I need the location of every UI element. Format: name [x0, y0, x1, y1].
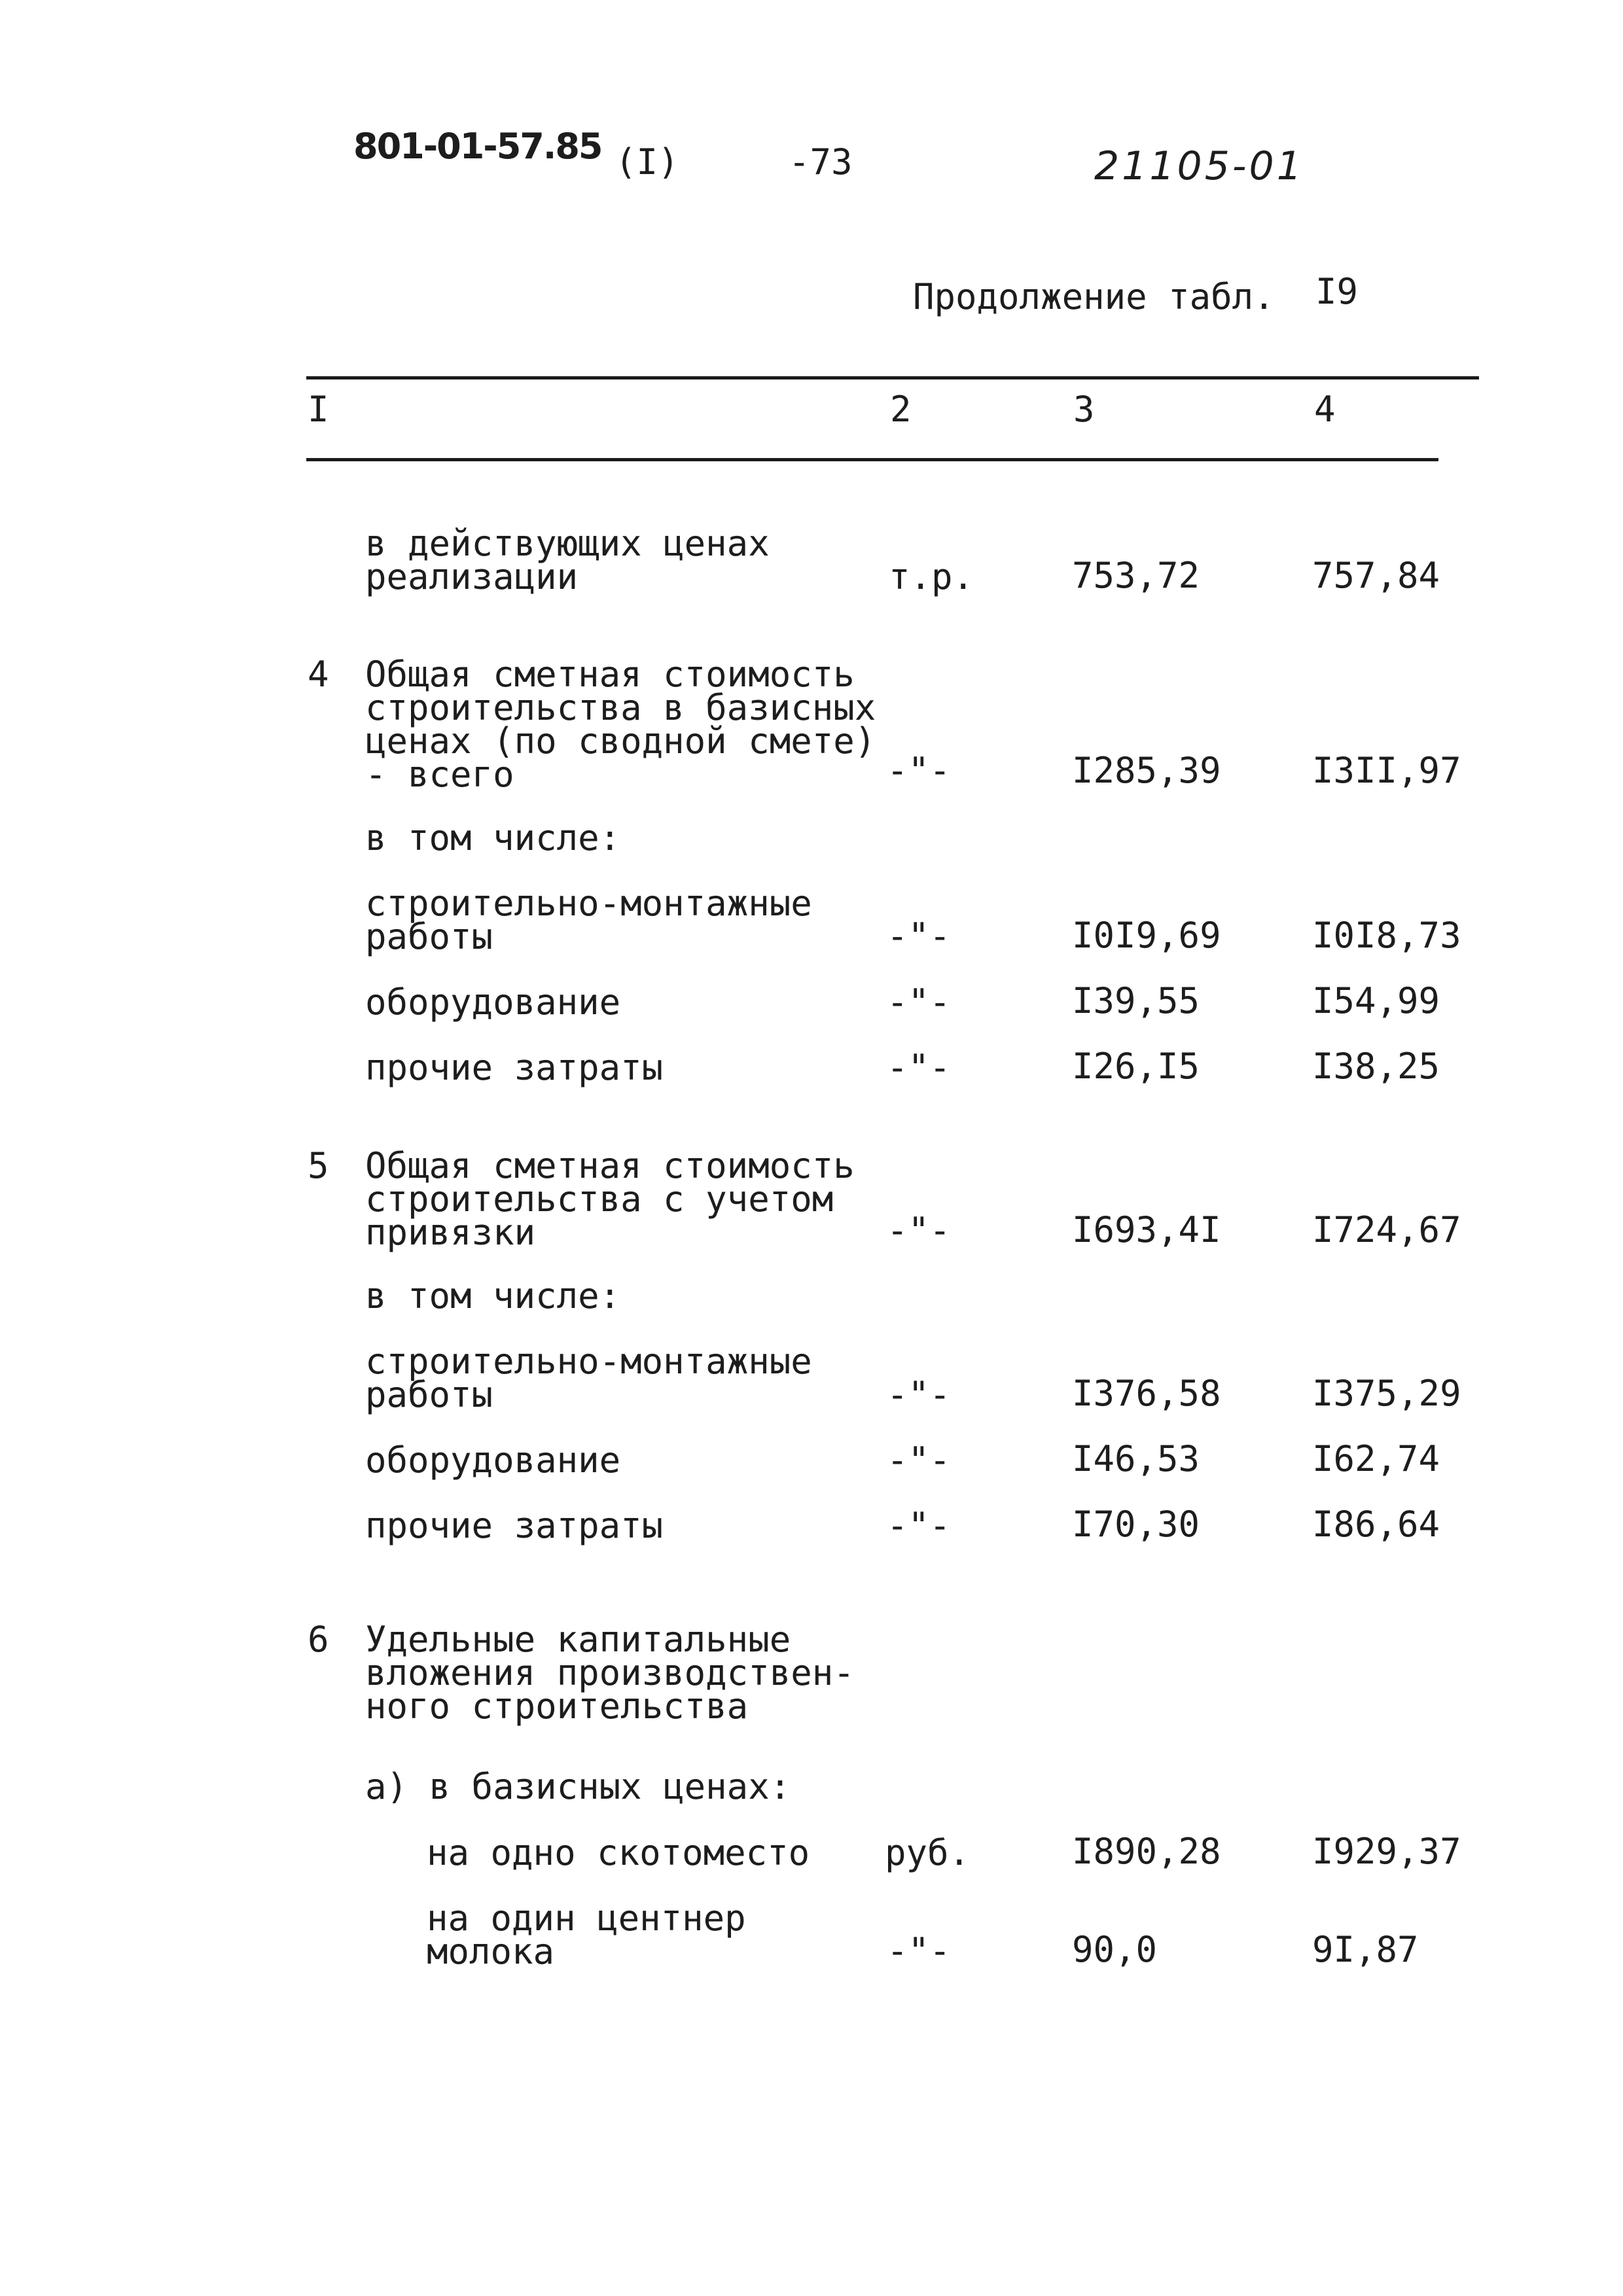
row-value-col3: I376,58: [1072, 1373, 1221, 1414]
row-value-col3: I70,30: [1072, 1504, 1200, 1545]
row-label: Общая сметная стоимость строительства с учетом привязки: [365, 1145, 855, 1253]
row-value-col4: I929,37: [1312, 1831, 1461, 1872]
part-number: (I): [615, 141, 679, 183]
row-value-col4: I38,25: [1312, 1046, 1440, 1087]
column-header-4: 4: [1314, 389, 1336, 430]
row-value-col4: I375,29: [1312, 1373, 1461, 1414]
row-label: прочие затраты: [365, 1505, 664, 1546]
row-unit: т.р.: [889, 556, 974, 597]
row-label: оборудование: [365, 981, 621, 1023]
document-code: 801-01-57.85: [353, 126, 602, 167]
row-unit: -"-: [887, 981, 951, 1023]
row-label: оборудование: [365, 1439, 621, 1481]
row-label: строительно-монтажные работы: [365, 883, 812, 957]
column-header-2: 2: [890, 389, 912, 430]
row-value-col3: I285,39: [1072, 750, 1221, 791]
row-value-col4: 9I,87: [1312, 1929, 1419, 1970]
table-header-rule: [306, 458, 1438, 461]
row-value-col3: 90,0: [1072, 1929, 1158, 1970]
table-number: I9: [1315, 271, 1359, 312]
row-number: 6: [308, 1619, 329, 1660]
row-label: Общая сметная стоимость строительства в базисных ценах (по сводной смете) - всего: [365, 654, 876, 795]
row-label: в том числе:: [365, 1275, 621, 1316]
row-value-col3: I0I9,69: [1072, 915, 1221, 956]
row-unit: -"-: [887, 1374, 951, 1415]
row-number: 5: [308, 1145, 329, 1186]
table-caption: Продолжение табл.: [913, 276, 1275, 317]
row-unit: руб.: [885, 1832, 971, 1873]
row-unit: -"-: [887, 1047, 951, 1088]
row-value-col4: I62,74: [1312, 1438, 1440, 1479]
row-label: на одно скотоместо: [427, 1832, 810, 1873]
row-label: на один центнер молока: [427, 1898, 746, 1972]
row-value-col4: I724,67: [1312, 1209, 1461, 1250]
row-value-col3: 753,72: [1072, 555, 1200, 596]
row-value-col4: I3II,97: [1312, 750, 1461, 791]
row-value-col4: I54,99: [1312, 980, 1440, 1021]
row-value-col3: I890,28: [1072, 1831, 1221, 1872]
row-value-col3: I693,4I: [1072, 1209, 1221, 1250]
row-label: в том числе:: [365, 817, 621, 858]
row-value-col3: I26,I5: [1072, 1046, 1200, 1087]
column-header-3: 3: [1073, 389, 1095, 430]
handwritten-stamp: 21105-01: [1094, 143, 1304, 189]
row-unit: -"-: [887, 1210, 951, 1251]
row-unit: -"-: [887, 1505, 951, 1546]
row-label: строительно-монтажные работы: [365, 1341, 812, 1415]
row-value-col4: I86,64: [1312, 1504, 1440, 1545]
row-unit: -"-: [887, 1930, 951, 1971]
table-top-rule: [306, 376, 1479, 380]
row-label: в действующих ценах реализации: [365, 523, 770, 597]
column-header-1: I: [308, 389, 329, 430]
row-label: а) в базисных ценах:: [365, 1766, 791, 1807]
row-number: 4: [308, 654, 329, 695]
page-number: -73: [789, 141, 853, 183]
row-label: прочие затраты: [365, 1047, 664, 1088]
row-unit: -"-: [887, 915, 951, 957]
row-unit: -"-: [887, 1439, 951, 1481]
row-value-col3: I46,53: [1072, 1438, 1200, 1479]
row-value-col3: I39,55: [1072, 980, 1200, 1021]
row-unit: -"-: [887, 750, 951, 791]
row-label: Удельные капитальные вложения производствен- ного строительства: [365, 1619, 855, 1727]
row-value-col4: 757,84: [1312, 555, 1440, 596]
row-value-col4: I0I8,73: [1312, 915, 1461, 956]
